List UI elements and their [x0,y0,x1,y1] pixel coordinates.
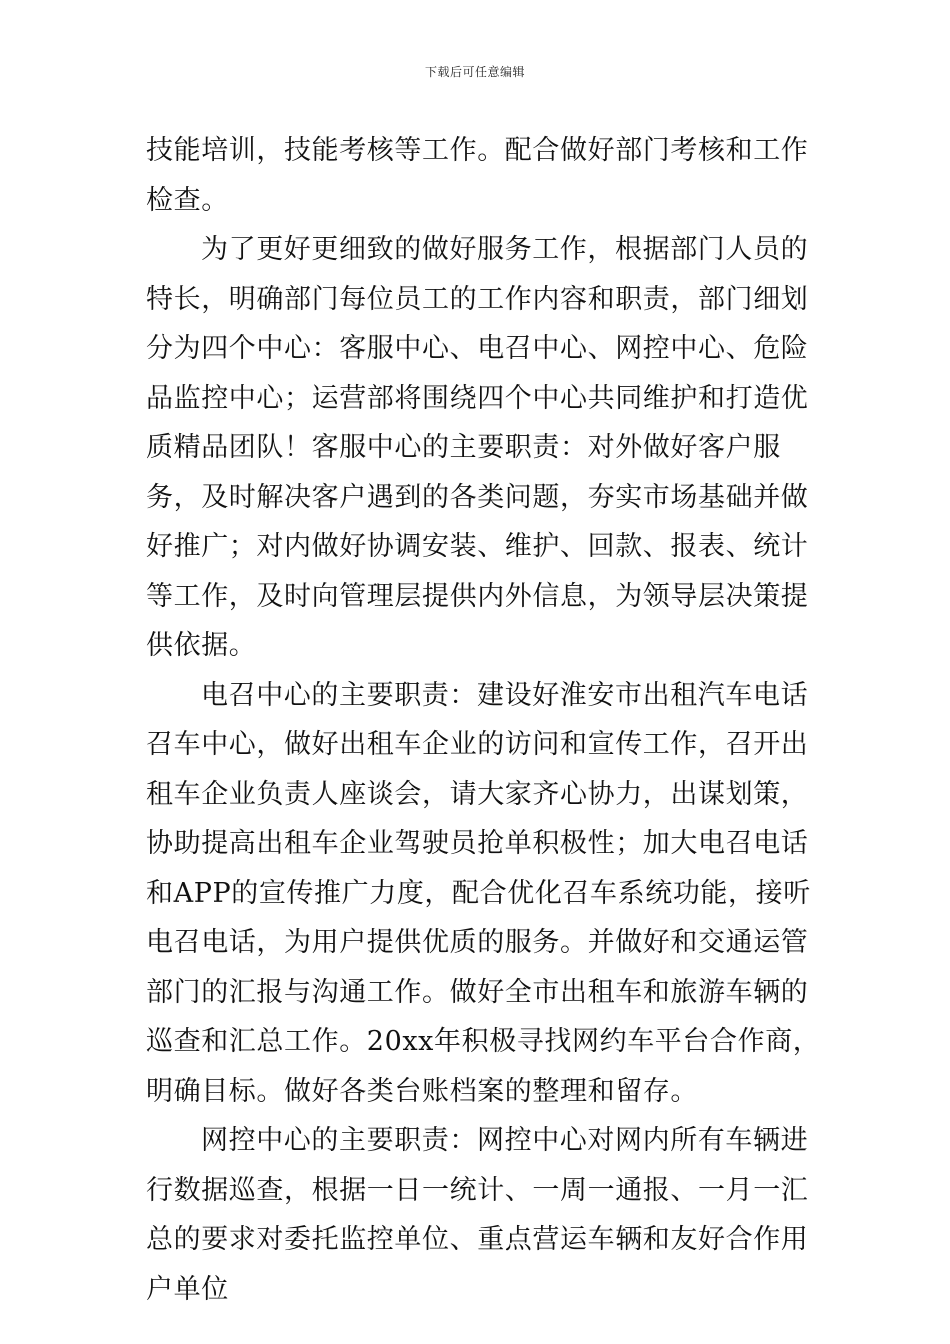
document-body [146,126,826,1314]
paragraph-3: 电召中心的主要职责：建设好淮安市出租汽车电话召车中心，做好出租车企业的访问和宣传工作，召开出租车企业负责人座谈会，请大家齐心协力，出谋划策，协助提高出租车企业驾驶员抢单积极性；加大电召电话和APP的宣传推广力度，配合优化召车系统功能，接听电召电话，为用户提供优质的服务。并做好和交通运管部门的汇报与沟通工作。做好全市出租车和旅游车辆的巡查和汇总工作。20xx年积极寻找网约车平台合作商，明确目标。做好各类台账档案的整理和留存。 [146,679,821,1107]
paragraph-4: 网控中心的主要职责：网控中心对网内所有车辆进行数据巡查，根据一日一统计、一周一通报、一月一汇总的要求对委托监控单位、重点营运车辆和友好合作用户单位 [146,1125,809,1305]
paragraph-2: 为了更好更细致的做好服务工作，根据部门人员的特长，明确部门每位员工的工作内容和职责，部门细划分为四个中心：客服中心、电召中心、网控中心、危险品监控中心；运营部将围绕四个中心共同维护和打造优质精品团队！客服中心的主要职责：对外做好客户服务，及时解决客户遇到的各类问题，夯实市场基础并做好推广；对内做好协调安装、维护、回款、报表、统计等工作，及时向管理层提供内外信息，为领导层决策提供依据。 [146,234,809,661]
paragraph-1: 技能培训，技能考核等工作。配合做好部门考核和工作检查。 [146,135,809,216]
page-header: 下载后可任意编辑 [424,65,525,79]
